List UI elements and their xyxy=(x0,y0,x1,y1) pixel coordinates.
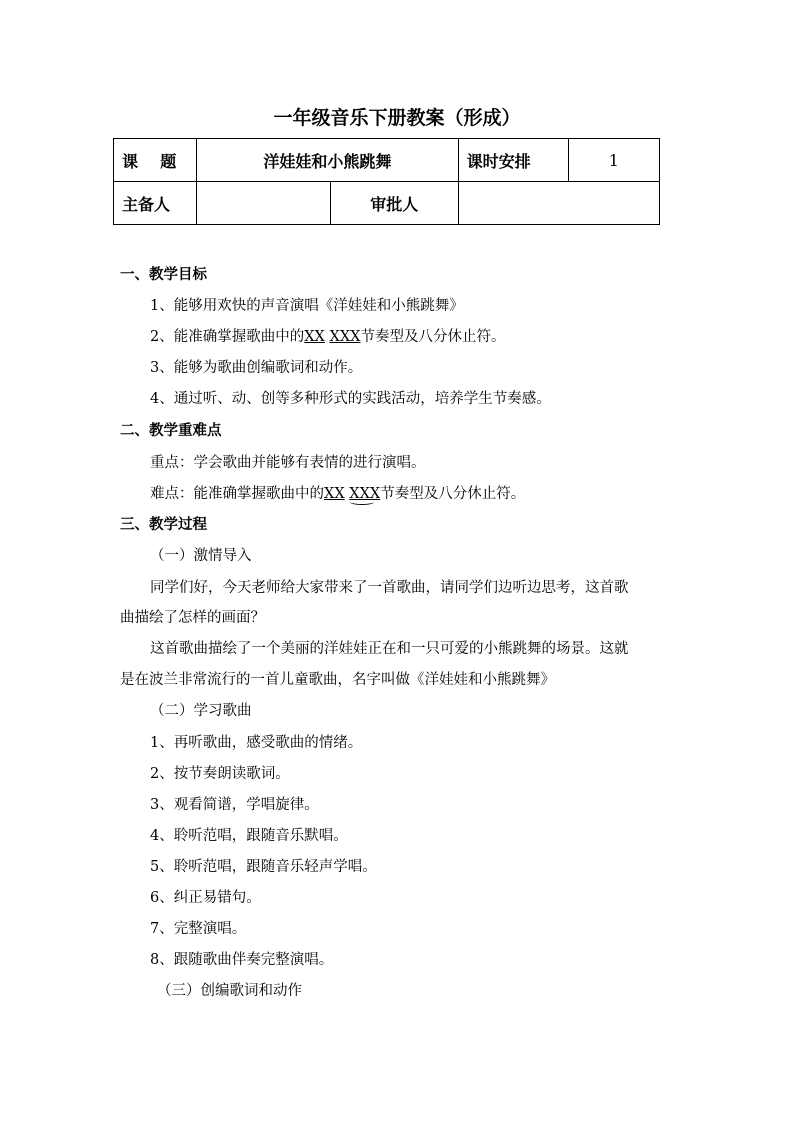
step-item: 8、跟随歌曲伴奏完整演唱。 xyxy=(150,952,334,968)
paragraph-line: 曲描绘了怎样的画面？ xyxy=(120,610,265,626)
topic-value: 洋娃娃和小熊跳舞 xyxy=(197,139,459,182)
part3-heading: （三）创编歌词和动作 xyxy=(157,983,302,999)
process-heading: 三、教学过程 xyxy=(120,516,207,533)
step-item: 2、按节奏朗读歌词。 xyxy=(150,766,290,782)
goal-item-prefix: 2、能准确掌握歌曲中的 xyxy=(150,329,305,345)
approver-value xyxy=(458,182,659,225)
difficulty-prefix: 难点：能准确掌握歌曲中的 xyxy=(150,486,324,502)
preparer-label: 主备人 xyxy=(114,182,197,225)
approver-label: 审批人 xyxy=(330,182,458,225)
key-points-heading: 二、教学重难点 xyxy=(120,422,222,439)
paragraph-line: 同学们好，今天老师给大家带来了一首歌曲，请同学们边听边思考，这首歌 xyxy=(150,580,629,596)
table-row xyxy=(114,139,660,182)
focus-point: 重点：学会歌曲并能够有表情的进行演唱。 xyxy=(150,455,426,471)
paragraph-line: 是在波兰非常流行的一首儿童歌曲，名字叫做《洋娃娃和小熊跳舞》 xyxy=(120,672,555,688)
step-item: 6、纠正易错句。 xyxy=(150,890,261,906)
rhythm-xx: XX xyxy=(324,486,345,502)
goal-item: 3、能够为歌曲创编歌词和动作。 xyxy=(150,360,363,376)
preparer-value xyxy=(197,182,331,225)
rhythm-xxx: XXX xyxy=(329,329,361,345)
difficulty-suffix: 节奏型及八分休止符。 xyxy=(380,486,526,502)
difficulty-point xyxy=(150,482,525,503)
schedule-value: 1 xyxy=(568,139,659,182)
schedule-label: 课时安排 xyxy=(458,139,568,182)
part1-heading: （一）激情导入 xyxy=(150,548,252,564)
goal-item xyxy=(150,325,505,346)
part2-heading: （二）学习歌曲 xyxy=(150,703,252,719)
lesson-info-table xyxy=(113,138,660,225)
step-item: 7、完整演唱。 xyxy=(150,921,247,937)
document-title: 一年级音乐下册教案（形成） xyxy=(273,107,521,129)
goals-heading: 一、教学目标 xyxy=(120,266,207,283)
step-item: 5、聆听范唱，跟随音乐轻声学唱。 xyxy=(150,859,377,875)
rhythm-xx: XX xyxy=(304,329,325,345)
step-item: 4、聆听范唱，跟随音乐默唱。 xyxy=(150,828,348,844)
goal-item: 4、通过听、动、创等多种形式的实践活动，培养学生节奏感。 xyxy=(150,391,551,407)
table-row xyxy=(114,182,660,225)
step-item: 3、观看简谱，学唱旋律。 xyxy=(150,797,319,813)
step-item: 1、再听歌曲，感受歌曲的情绪。 xyxy=(150,735,363,751)
paragraph-line: 这首歌曲描绘了一个美丽的洋娃娃正在和一只可爱的小熊跳舞的场景。这就 xyxy=(150,641,629,657)
goal-item: 1、能够用欢快的声音演唱《洋娃娃和小熊跳舞》 xyxy=(150,298,464,314)
rhythm-xxx: XXX xyxy=(349,486,381,502)
goal-item-suffix: 节奏型及八分休止符。 xyxy=(360,329,506,345)
topic-label: 课 题 xyxy=(114,139,197,182)
